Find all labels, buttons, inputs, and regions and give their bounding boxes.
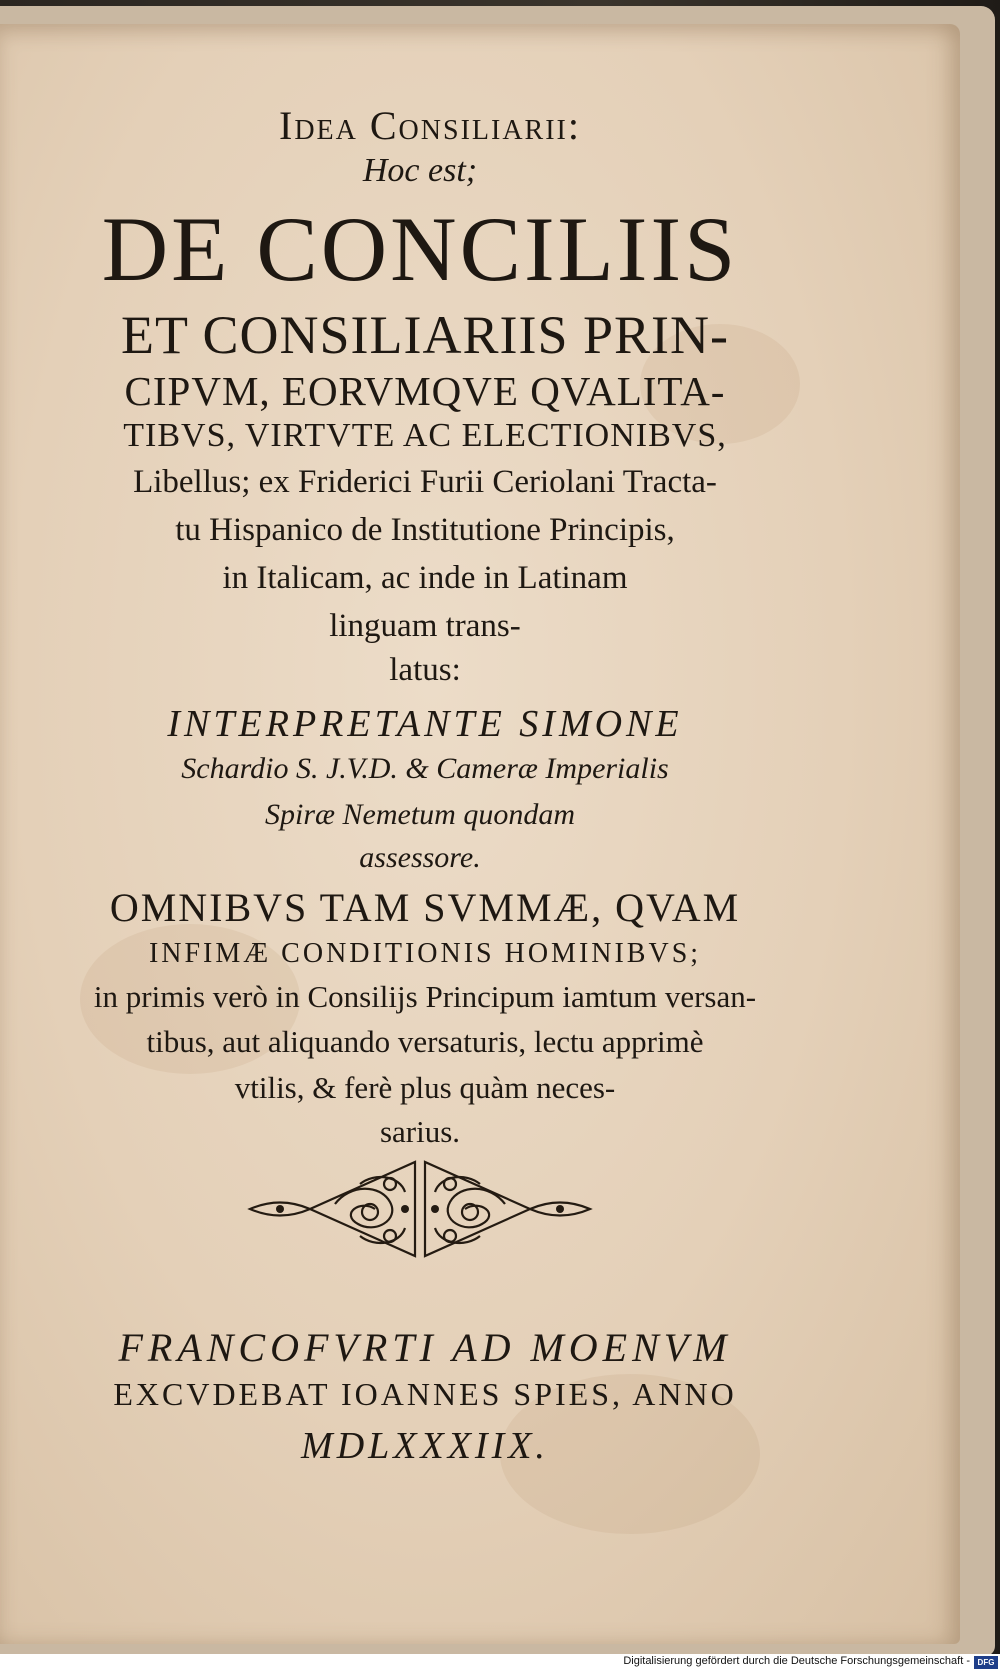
title-line-21: sarius. [379, 1114, 461, 1149]
title-line-12: INTERPRETANTE SIMONE [167, 703, 683, 745]
digitization-footer [0, 1654, 1000, 1672]
title-line-15: assessore. [359, 841, 481, 874]
title-line-11: latus: [389, 652, 461, 688]
imprint-line-1: FRANCOFVRTI AD MOENVM [118, 1325, 732, 1370]
title-line-6: TIBVS, VIRTVTE AC ELECTIONIBVS, [123, 417, 727, 454]
title-line-14: Spiræ Nemetum quondam [265, 798, 575, 831]
dfg-logo-icon: DFG [974, 1656, 998, 1669]
title-line-16: OMNIBVS TAM SVMMÆ, QVAM [109, 885, 741, 930]
title-line-18: in primis verò in Consilijs Principum iamtum versan- [93, 979, 757, 1014]
title-line-7: Libellus; ex Friderici Furii Ceriolani Tracta- [133, 464, 717, 500]
title-line-20: vtilis, & ferè plus quàm neces- [234, 1070, 616, 1105]
title-line-1: Idea Consiliarii: [279, 103, 581, 148]
imprint-line-2: EXCVDEBAT IOANNES SPIES, ANNO [113, 1376, 737, 1412]
title-line-5: CIPVM, EORVMQVE QVALITA- [124, 368, 726, 414]
title-line-10: linguam trans- [329, 608, 521, 644]
title-line-2: Hoc est; [362, 152, 478, 189]
title-line-4: ET CONSILIARIIS PRIN- [120, 305, 729, 365]
title-line-3: DE CONCILIIS [101, 198, 739, 300]
printers-fleuron-ornament-icon [240, 1154, 600, 1264]
imprint-year: MDLXXXIIX. [301, 1425, 549, 1467]
title-line-13: Schardio S. J.V.D. & Cameræ Imperialis [181, 752, 669, 785]
dfg-credit-text: Digitalisierung gefördert durch die Deutsche Forschungsgemeinschaft - [623, 1655, 970, 1667]
title-page [0, 24, 960, 1644]
title-line-9: in Italicam, ac inde in Latinam [222, 560, 628, 596]
title-line-8: tu Hispanico de Institutione Principis, [175, 512, 675, 548]
title-line-17: INFIMÆ CONDITIONIS HOMINIBVS; [148, 938, 702, 969]
title-line-19: tibus, aut aliquando versaturis, lectu apprimè [146, 1024, 704, 1059]
